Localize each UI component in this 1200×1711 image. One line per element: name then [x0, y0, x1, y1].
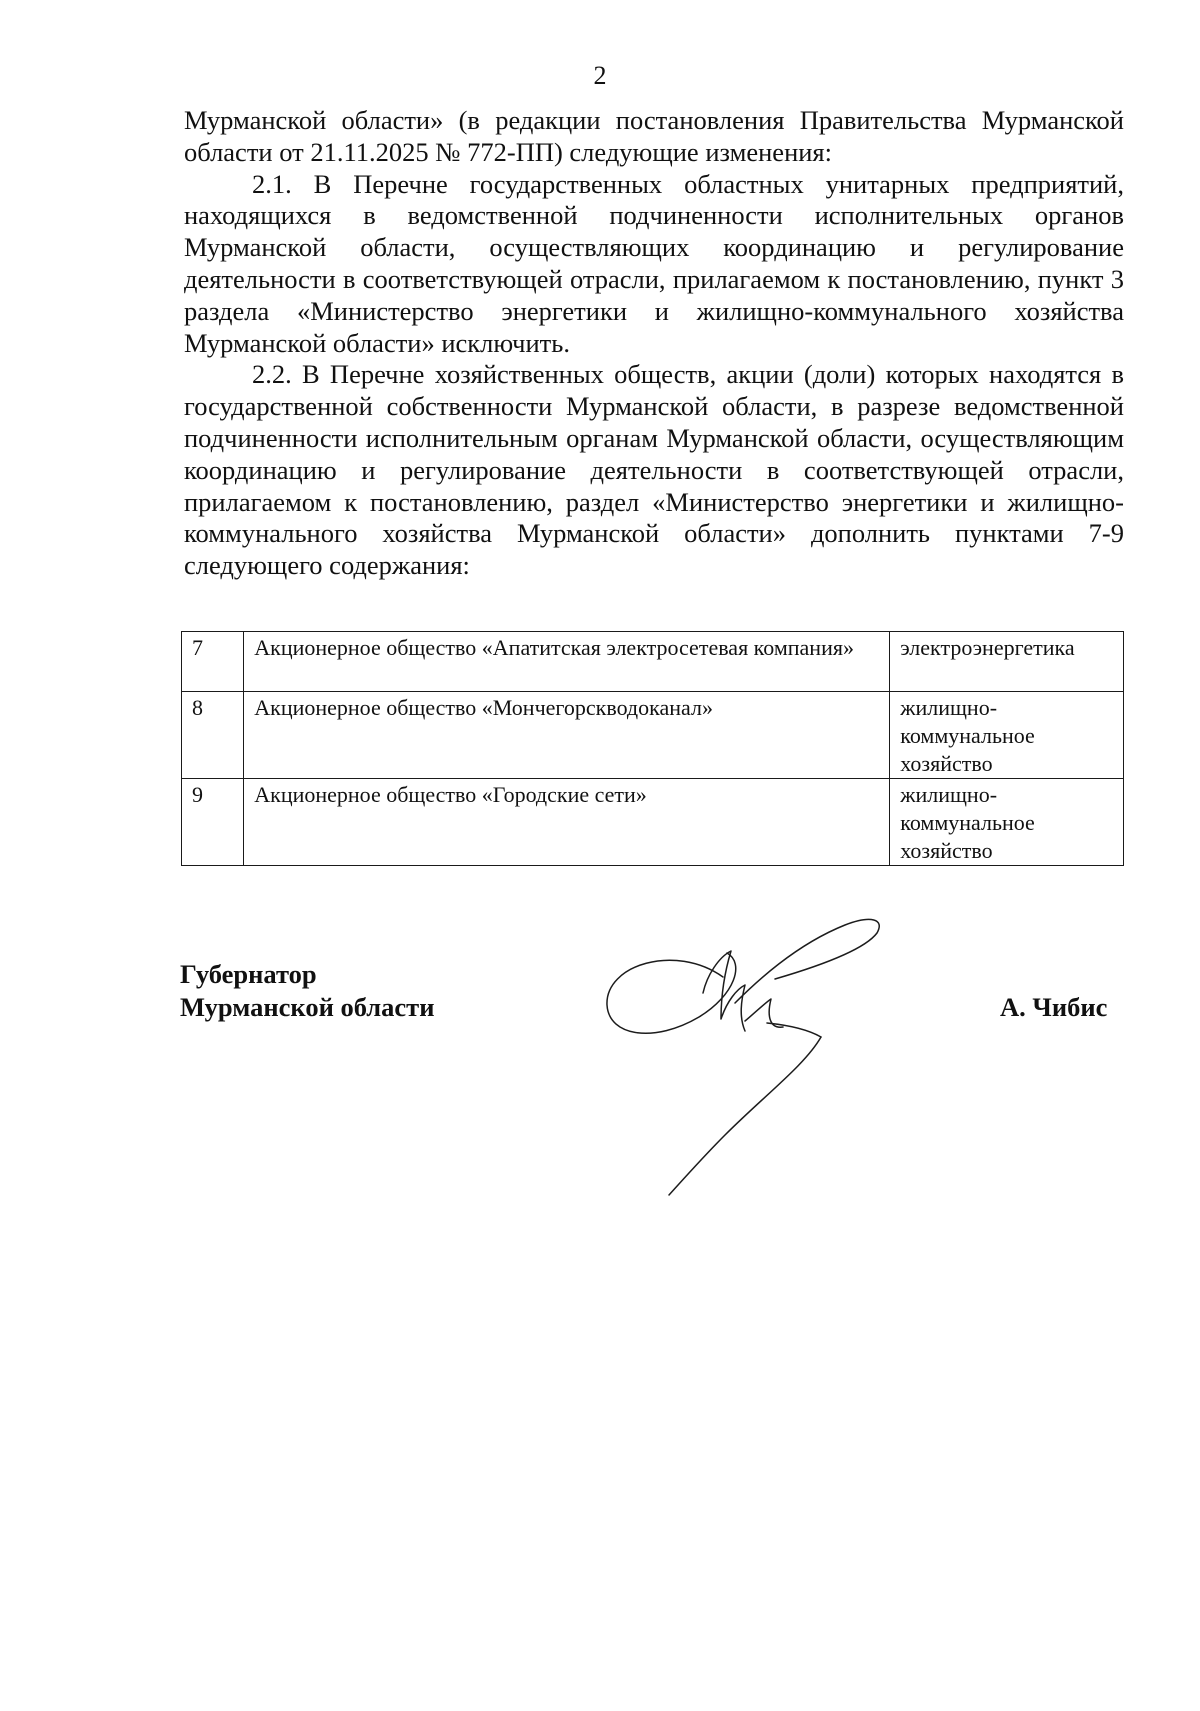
amendment-table: [181, 631, 1124, 866]
document-body: [184, 105, 1124, 582]
table-row: [182, 692, 1124, 779]
page-number: 2: [593, 61, 607, 90]
sector-text: жилищно-: [900, 695, 998, 720]
row-number: 8: [182, 692, 244, 779]
sector-text: коммунальное: [900, 723, 1035, 748]
sector-text: хозяйство: [900, 838, 993, 863]
table-row: [182, 779, 1124, 866]
sector-text: хозяйство: [900, 751, 993, 776]
table-row: [182, 632, 1124, 692]
sector-cell: [890, 692, 1124, 779]
sector-text: электроэнергетика: [900, 635, 1075, 660]
company-name: Акционерное общество «Городские сети»: [244, 779, 890, 866]
signatory-title-line: Мурманской области: [180, 992, 435, 1022]
sector-text: жилищно-: [900, 782, 998, 807]
paragraph-intro: Мурманской области» (в редакции постановления Правительства Мурманской области от 21.11.2025 № 772-ПП) следующие изменения:: [184, 105, 1124, 167]
paragraph-2-2: 2.2. В Перечне хозяйственных обществ, акции (доли) которых находятся в государственной собственности Мурманской области, в разрезе ведомственной подчиненности исполнительным органам Мурманской области, осуществляющим координацию и регулирование деятельности в соответствующей отрасли, прилагаемом к постановлению, раздел «Министерство энергетики и жилищно-коммунального хозяйства Мурманской области» дополнить пунктами 7-9 следующего содержания:: [184, 359, 1124, 581]
signatory-title-line: Губернатор: [180, 959, 317, 989]
row-number: 9: [182, 779, 244, 866]
row-number: 7: [182, 632, 244, 692]
paragraph-2-1: 2.1. В Перечне государственных областных унитарных предприятий, находящихся в ведомственной подчиненности исполнительных органов Мурманской области, осуществляющих координацию и регулирование деятельности в соответствующей отрасли, прилагаемом к постановлению, пункт 3 раздела «Министерство энергетики и жилищно-коммунального хозяйства Мурманской области» исключить.: [184, 168, 1124, 358]
signatory-title: [180, 958, 434, 1024]
sector-cell: [890, 779, 1124, 866]
company-name: Акционерное общество «Мончегорскводоканал»: [244, 692, 890, 779]
signatory-name: А. Чибис: [1000, 992, 1108, 1022]
sector-cell: [890, 632, 1124, 692]
handwritten-signature: [595, 905, 915, 1205]
company-name: Акционерное общество «Апатитская электросетевая компания»: [244, 632, 890, 692]
sector-text: коммунальное: [900, 810, 1035, 835]
